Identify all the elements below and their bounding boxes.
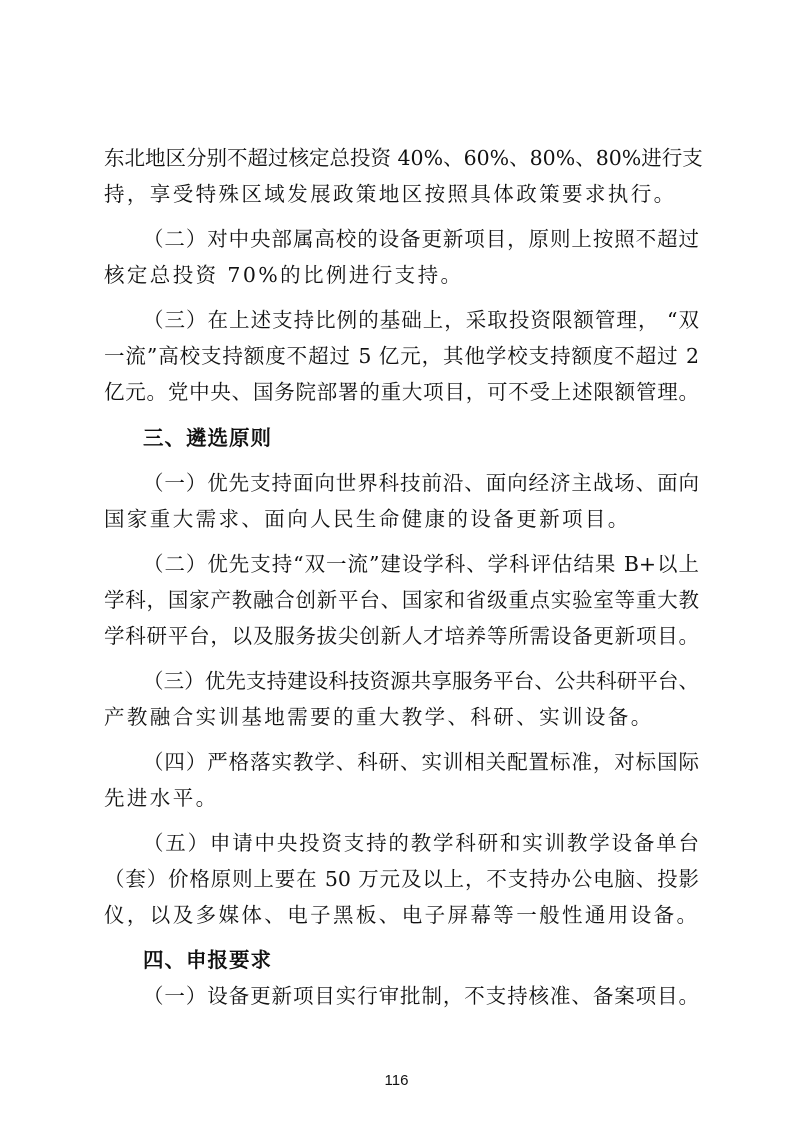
paragraph-line: （一）优先支持面向世界科技前沿、面向经济主战场、面向 [143,471,699,495]
paragraph-line: 一流”高校支持额度不超过 5 亿元，其他学校支持额度不超过 2 [104,344,699,368]
paragraph-line: （四）严格落实教学、科研、实训相关配置标准，对标国际 [143,750,699,774]
paragraph-line: 仪，以及多媒体、电子黑板、电子屏幕等一般性通用设备。 [104,903,700,927]
paragraph-line: （二）优先支持“双一流”建设学科、学科评估结果 B+以上 [143,552,699,576]
paragraph-line: （五）申请中央投资支持的教学科研和实训教学设备单台 [143,831,699,855]
section-heading: 四、申报要求 [143,948,272,972]
paragraph-line: （三）在上述支持比例的基础上，采取投资限额管理， “双 [143,308,699,332]
paragraph-line: 先进水平。 [104,786,219,810]
paragraph-line: （三）优先支持建设科技资源共享服务平台、公共科研平台、 [143,669,699,693]
paragraph-line: （二）对中央部属高校的设备更新项目，原则上按照不超过 [143,227,699,251]
page-number: 116 [384,1072,409,1089]
paragraph-line: 产教融合实训基地需要的重大教学、科研、实训设备。 [104,705,654,729]
paragraph-line: （一）设备更新项目实行审批制，不支持核准、备案项目。 [143,984,699,1008]
paragraph-line: 亿元。党中央、国务院部署的重大项目，可不受上述限额管理。 [104,380,699,404]
paragraph-line: 持，享受特殊区域发展政策地区按照具体政策要求执行。 [104,182,677,206]
paragraph-line: 国家重大需求、面向人民生命健康的设备更新项目。 [104,507,631,531]
paragraph-line: 核定总投资 70%的比例进行支持。 [104,263,464,287]
paragraph-line: 东北地区分别不超过核定总投资 40%、60%、80%、80%进行支 [104,146,703,170]
paragraph-line: 学科研平台，以及服务拔尖创新人才培养等所需设备更新项目。 [104,624,699,648]
paragraph-line: （套）价格原则上要在 50 万元及以上，不支持办公电脑、投影 [104,867,699,891]
section-heading: 三、遴选原则 [143,426,272,450]
paragraph-line: 学科，国家产教融合创新平台、国家和省级重点实验室等重大教 [104,588,699,612]
